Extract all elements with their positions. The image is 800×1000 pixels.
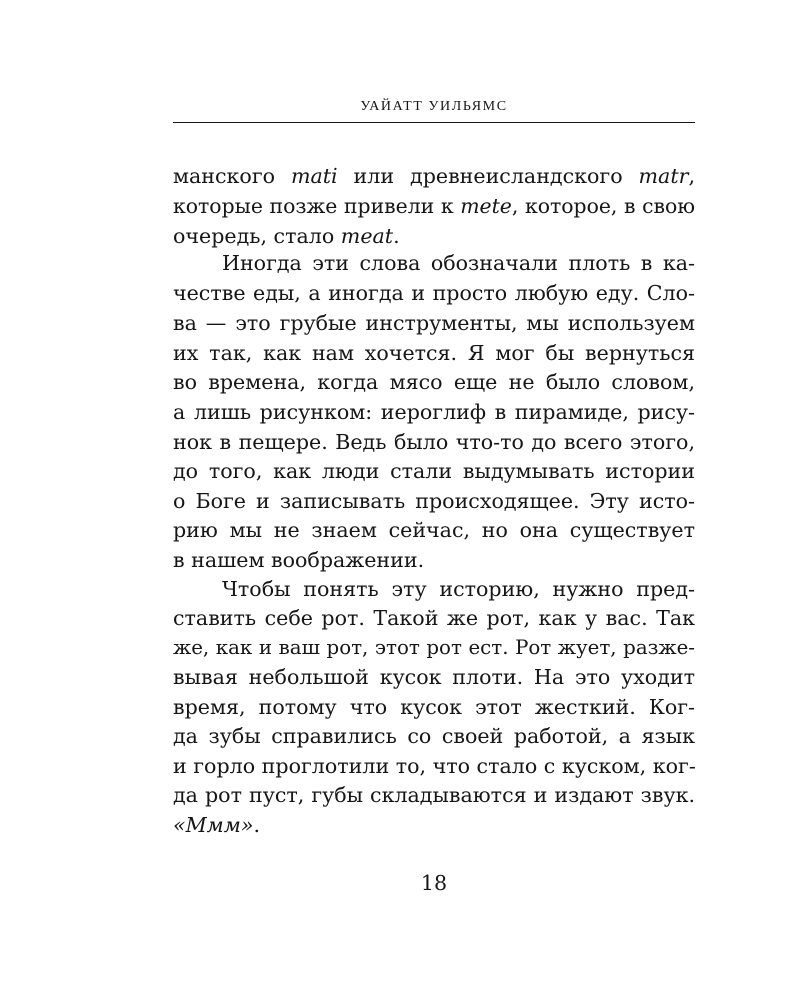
body-line: же, как и ваш рот, этот рот ест. Рот жует, разже- [173, 636, 695, 659]
italic-word: matr [638, 164, 689, 188]
body-line: ва — это грубые инструменты, мы используем [173, 311, 695, 335]
body-line: во времена, когда мясо еще не было словом, [173, 370, 695, 394]
italic-word: mati [290, 164, 338, 188]
italic-word: «Ммм» [173, 813, 254, 837]
body-line: до того, как люди стали выдумывать истории [173, 459, 695, 483]
italic-word: mete [460, 194, 512, 218]
paragraph-first-line: Иногда эти слова обозначали плоть в ка- [222, 251, 695, 275]
body-line: манского mati или древнеисландского matr, [173, 164, 696, 188]
body-line: их так, как нам хочется. Я мог бы вернуться [173, 341, 695, 365]
body-line: которые позже привели к mete, которое, в свою [173, 194, 696, 218]
page-number: 18 [420, 871, 448, 895]
body-line: и горло проглотили то, что стало с куском, ког- [173, 754, 696, 778]
body-line: честве еды, а иногда и просто любую еду. Сло- [173, 281, 695, 305]
body-line: время, потому что кусок этот жесткий. Ког- [173, 695, 695, 719]
header-rule [173, 122, 695, 123]
body-line: «Ммм». [173, 813, 260, 837]
body-line: о Боге и записывать происходящее. Эту исто- [173, 489, 695, 513]
paragraph-first-line: Чтобы понять эту историю, нужно пред- [222, 577, 695, 601]
body-line: рию мы не знаем сейчас, но она существует [173, 518, 695, 542]
body-line: да зубы справились со своей работой, а язык [173, 724, 695, 748]
body-line: в нашем воображении. [173, 548, 425, 572]
body-line: очередь, стало meat. [173, 224, 400, 248]
body-line: вывая небольшой кусок плоти. На это уходит [173, 665, 695, 689]
italic-word: meat [340, 224, 394, 248]
body-line: да рот пуст, губы складываются и издают звук. [173, 783, 695, 807]
body-line: ставить себе рот. Такой же рот, как у вас. Так [173, 606, 695, 630]
running-head: УАЙАТТ УИЛЬЯМС [360, 99, 508, 114]
body-line: нок в пещере. Ведь было что-то до всего этого, [173, 430, 695, 454]
body-line: а лишь рисунком: иероглиф в пирамиде, рису- [173, 400, 695, 424]
